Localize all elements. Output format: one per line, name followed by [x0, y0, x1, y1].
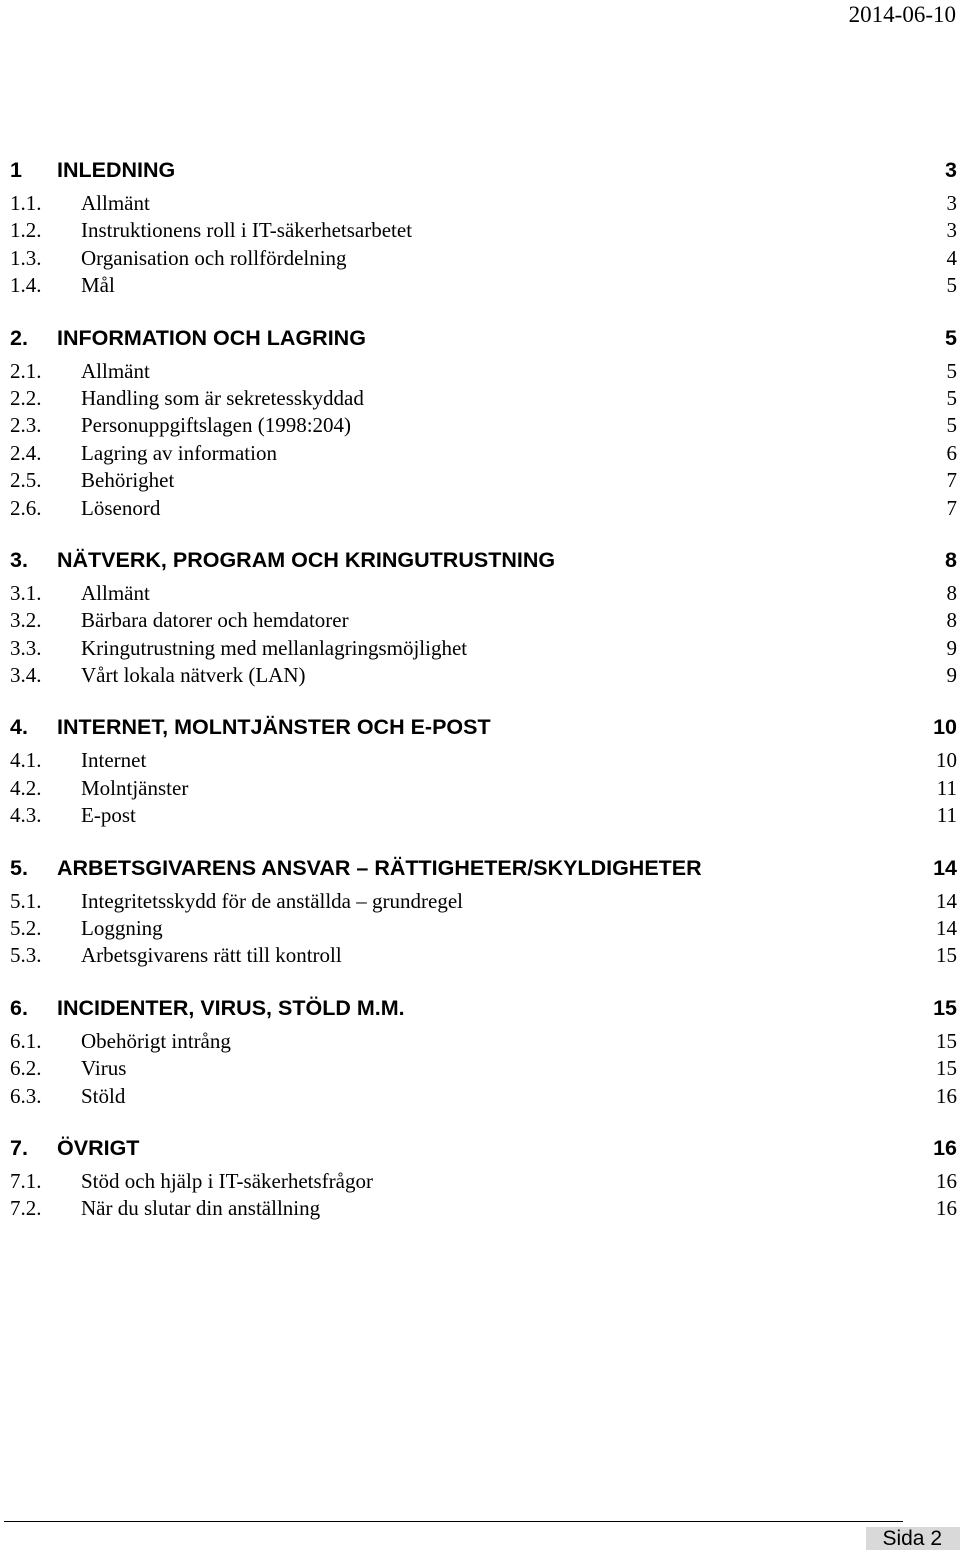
toc-heading-title: INTERNET, MOLNTJÄNSTER OCH E-POST [57, 715, 491, 740]
toc-entry-title: Allmänt [81, 191, 150, 215]
toc-entry-page: 5 [946, 273, 957, 298]
toc-entry-title: Obehörigt intrång [81, 1028, 231, 1053]
toc-entry[interactable] [10, 217, 957, 244]
toc-entry[interactable] [10, 245, 957, 272]
toc-entry[interactable] [10, 635, 957, 662]
toc-entry[interactable] [10, 190, 957, 217]
toc-entry-number: 3.2. [10, 608, 42, 633]
toc-entry-number: 5.1. [10, 888, 42, 913]
toc-entry-number: 1.4. [10, 273, 42, 298]
toc-entry-page: 16 [936, 1168, 957, 1193]
toc-heading-page: 10 [933, 715, 957, 740]
toc-entry-page: 16 [936, 1196, 957, 1221]
toc-entry-number: 1.2. [10, 218, 42, 243]
toc-heading-title: INCIDENTER, VIRUS, STÖLD M.M. [57, 995, 405, 1020]
toc-entry-number: 6.1. [10, 1028, 42, 1053]
toc-entry-number: 2.3. [10, 413, 42, 438]
toc-entry-title: Organisation och rollfördelning [81, 245, 347, 270]
toc-entry-title: Lagring av information [81, 440, 277, 465]
toc-heading-page: 15 [933, 995, 957, 1020]
toc-heading-title: ARBETSGIVARENS ANSVAR – RÄTTIGHETER/SKYLDIGHETER [57, 855, 702, 880]
toc-entry-title: Instruktionens roll i IT-säkerhetsarbetet [81, 218, 413, 243]
toc-entry-number: 5.2. [10, 916, 42, 941]
toc-entry-page: 8 [946, 580, 957, 605]
toc-heading[interactable] [10, 318, 957, 358]
toc-entry-page: 11 [936, 775, 957, 800]
toc-entry-title: Molntjänster [81, 775, 189, 800]
toc-heading-number: 7. [10, 1135, 28, 1160]
toc-entry-title: När du slutar din anställning [81, 1196, 321, 1221]
toc-entry[interactable] [10, 915, 957, 942]
toc-entry[interactable] [10, 775, 957, 802]
toc-heading-page: 8 [945, 547, 957, 572]
toc-entry[interactable] [10, 1168, 957, 1195]
toc-entry-title: Personuppgiftslagen (1998:204) [81, 413, 352, 438]
table-of-contents [10, 150, 957, 1241]
toc-heading-title: INLEDNING [57, 158, 176, 182]
toc-section [10, 1128, 957, 1223]
toc-entry-page: 3 [946, 218, 957, 243]
toc-entry-number: 3.4. [10, 663, 42, 688]
toc-entry[interactable] [10, 440, 957, 467]
toc-entry[interactable] [10, 358, 957, 385]
toc-entry-number: 6.2. [10, 1056, 42, 1081]
toc-entry-page: 3 [946, 191, 957, 215]
toc-entry-page: 7 [946, 495, 957, 520]
toc-heading[interactable] [10, 707, 957, 747]
toc-entry-number: 4.2. [10, 775, 42, 800]
toc-heading-page: 3 [945, 158, 957, 182]
toc-entry-number: 2.1. [10, 358, 42, 383]
toc-heading-number: 5. [10, 855, 28, 880]
toc-heading-page: 5 [945, 325, 957, 350]
toc-entry-page: 7 [946, 468, 957, 493]
toc-entry-number: 4.3. [10, 803, 42, 828]
toc-entry[interactable] [10, 385, 957, 412]
toc-entry-page: 11 [936, 803, 957, 828]
toc-entry-page: 15 [936, 1056, 957, 1081]
toc-entry-number: 2.6. [10, 495, 42, 520]
toc-entry-number: 4.1. [10, 748, 42, 773]
toc-entry[interactable] [10, 1083, 957, 1110]
toc-entry[interactable] [10, 888, 957, 915]
toc-heading-title: NÄTVERK, PROGRAM OCH KRINGUTRUSTNING [57, 547, 556, 572]
toc-entry-number: 3.1. [10, 580, 42, 605]
toc-heading-page: 14 [933, 855, 957, 880]
toc-entry-title: Mål [81, 273, 115, 298]
toc-heading[interactable] [10, 1128, 957, 1168]
toc-entry-number: 1.1. [10, 191, 42, 215]
toc-entry-page: 6 [946, 440, 957, 465]
toc-entry[interactable] [10, 1055, 957, 1082]
toc-entry-title: Behörighet [81, 468, 175, 493]
toc-entry-title: Bärbara datorer och hemdatorer [81, 608, 349, 633]
toc-entry-title: Lösenord [81, 495, 161, 520]
toc-section [10, 707, 957, 829]
toc-entry-title: Handling som är sekretesskyddad [81, 385, 364, 410]
toc-entry-page: 15 [936, 1028, 957, 1053]
toc-entry[interactable] [10, 412, 957, 439]
toc-heading[interactable] [10, 988, 957, 1028]
toc-entry-page: 16 [936, 1083, 957, 1108]
toc-entry[interactable] [10, 1195, 957, 1222]
toc-entry-number: 2.4. [10, 440, 42, 465]
toc-entry[interactable] [10, 607, 957, 634]
toc-entry-page: 15 [936, 943, 957, 968]
toc-entry-page: 9 [946, 663, 957, 688]
toc-section [10, 540, 957, 690]
toc-entry-page: 10 [936, 748, 957, 773]
toc-entry-title: Arbetsgivarens rätt till kontroll [81, 943, 342, 968]
toc-heading[interactable] [10, 540, 957, 580]
toc-entry-number: 3.3. [10, 635, 42, 660]
toc-entry-page: 8 [946, 608, 957, 633]
toc-entry-page: 4 [946, 245, 957, 270]
toc-section [10, 988, 957, 1110]
toc-entry-number: 5.3. [10, 943, 42, 968]
header-date: 2014-06-10 [848, 2, 956, 27]
toc-heading[interactable] [10, 150, 957, 190]
toc-entry-number: 2.5. [10, 468, 42, 493]
toc-entry-number: 2.2. [10, 385, 42, 410]
toc-entry-title: Kringutrustning med mellanlagringsmöjlighet [81, 635, 468, 660]
toc-entry-title: Stöd och hjälp i IT-säkerhetsfrågor [81, 1168, 373, 1193]
toc-entry-title: Integritetsskydd för de anställda – grundregel [81, 888, 463, 913]
toc-entry-title: Virus [81, 1056, 127, 1081]
toc-heading-number: 4. [10, 715, 28, 740]
toc-entry-title: Loggning [81, 916, 163, 941]
toc-heading[interactable] [10, 848, 957, 888]
toc-heading-title: ÖVRIGT [57, 1135, 140, 1160]
toc-heading-number: 3. [10, 547, 28, 572]
toc-entry[interactable] [10, 495, 957, 522]
toc-heading-page: 16 [933, 1135, 957, 1160]
footer-divider [4, 1521, 903, 1522]
toc-entry-title: Vårt lokala nätverk (LAN) [81, 663, 306, 688]
toc-entry[interactable] [10, 580, 957, 607]
footer-page-label: Sida 2 [882, 1527, 942, 1550]
toc-section [10, 318, 957, 522]
toc-entry[interactable] [10, 1028, 957, 1055]
toc-entry[interactable] [10, 942, 957, 969]
toc-heading-title: INFORMATION OCH LAGRING [57, 325, 366, 350]
toc-section [10, 150, 957, 300]
toc-heading-number: 6. [10, 995, 28, 1020]
toc-entry-title: Stöld [81, 1083, 126, 1108]
toc-entry-page: 5 [946, 385, 957, 410]
toc-entry-page: 5 [946, 358, 957, 383]
toc-entry[interactable] [10, 747, 957, 774]
toc-entry-title: Allmänt [81, 580, 150, 605]
toc-entry-page: 5 [946, 413, 957, 438]
toc-entry-number: 6.3. [10, 1083, 42, 1108]
toc-entry-page: 14 [936, 888, 957, 913]
toc-entry-number: 7.1. [10, 1168, 42, 1193]
toc-entry-page: 14 [936, 916, 957, 941]
toc-entry[interactable] [10, 802, 957, 829]
toc-entry-title: Allmänt [81, 358, 150, 383]
toc-entry[interactable] [10, 662, 957, 689]
toc-entry-number: 7.2. [10, 1196, 42, 1221]
toc-entry[interactable] [10, 272, 957, 299]
toc-entry-title: Internet [81, 748, 147, 773]
toc-entry-number: 1.3. [10, 245, 42, 270]
toc-heading-number: 1 [10, 158, 22, 182]
toc-entry[interactable] [10, 467, 957, 494]
toc-entry-page: 9 [946, 635, 957, 660]
toc-entry-title: E-post [81, 803, 136, 828]
toc-section [10, 848, 957, 970]
toc-heading-number: 2. [10, 325, 28, 350]
